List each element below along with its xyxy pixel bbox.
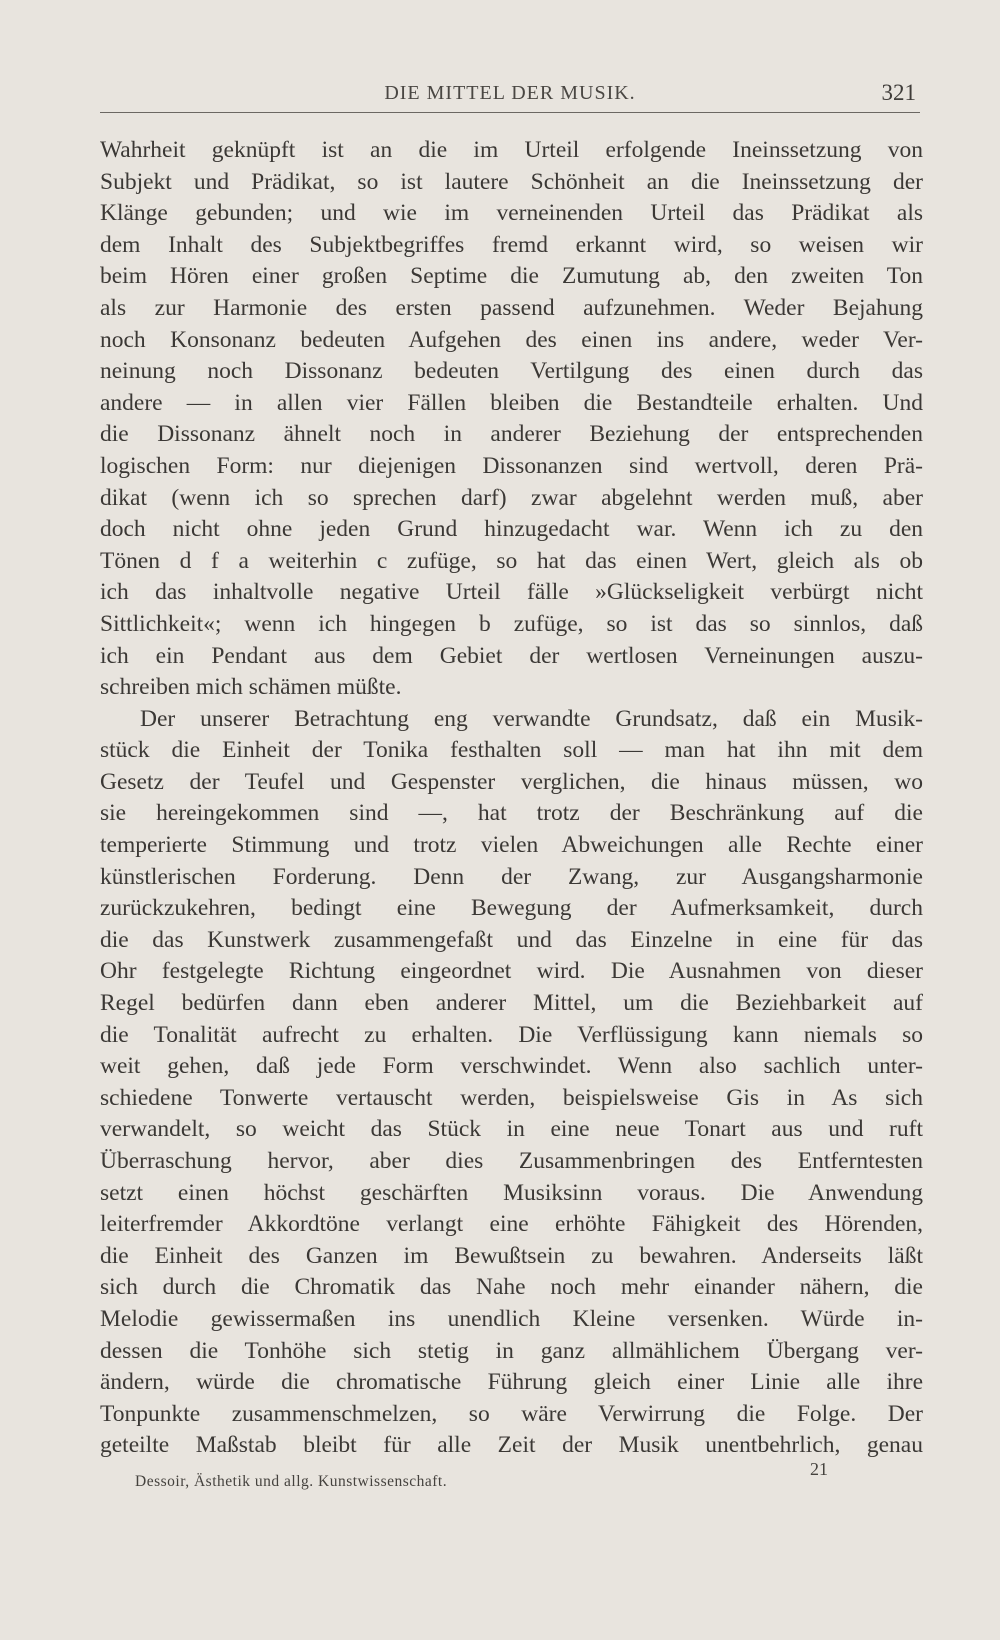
text-line: Tönen d f a weiterhin c zufüge, so hat das einen Wert, gleich als ob <box>100 547 923 574</box>
text-line: ich ein Pendant aus dem Gebiet der wertlosen Verneinungen auszu- <box>100 642 923 669</box>
text-line: weit gehen, daß jede Form verschwindet. Wenn also sachlich unter- <box>100 1053 923 1080</box>
text-line: logischen Form: nur diejenigen Dissonanzen sind wertvoll, deren Prä- <box>100 452 923 479</box>
text-line: als zur Harmonie des ersten passend aufzunehmen. Weder Bejahung <box>100 294 923 321</box>
printer-signature: 21 <box>810 1459 828 1479</box>
text-line: die Tonalität aufrecht zu erhalten. Die Verflüssigung kann niemals so <box>100 1021 923 1048</box>
text-line: zurückzukehren, bedingt eine Bewegung der Aufmerksamkeit, durch <box>100 895 923 922</box>
running-head <box>100 76 920 113</box>
text-line: sich durch die Chromatik das Nahe noch mehr einander nähern, die <box>100 1274 923 1301</box>
text-line: ändern, würde die chromatische Führung gleich einer Linie alle ihre <box>100 1369 923 1396</box>
footer-author-line: Dessoir, Ästhetik und allg. Kunstwissenschaft. <box>135 1473 448 1490</box>
text-line: dikat (wenn ich so sprechen darf) zwar abgelehnt werden muß, aber <box>100 484 923 511</box>
text-line: leiterfremder Akkordtöne verlangt eine erhöhte Fähigkeit des Hörenden, <box>100 1211 923 1238</box>
text-line: Wahrheit geknüpft ist an die im Urteil erfolgende Ineinssetzung von <box>100 137 923 163</box>
text-line: dem Inhalt des Subjektbegriffes fremd erkannt wird, so weisen wir <box>100 231 923 258</box>
text-line: setzt einen höchst geschärften Musiksinn voraus. Die Anwendung <box>100 1179 923 1206</box>
text-line: die das Kunstwerk zusammengefaßt und das Einzelne in eine für das <box>100 926 923 953</box>
text-line: beim Hören einer großen Septime die Zumutung ab, den zweiten Ton <box>100 263 923 290</box>
text-line: dessen die Tonhöhe sich stetig in ganz allmählichem Übergang ver- <box>100 1337 923 1364</box>
text-line: verwandelt, so weicht das Stück in eine neue Tonart aus und ruft <box>100 1116 923 1143</box>
text-line: Der unserer Betrachtung eng verwandte Grundsatz, daß ein Musik- <box>140 705 923 732</box>
text-line: doch nicht ohne jeden Grund hinzugedacht war. Wenn ich zu den <box>100 516 923 543</box>
text-line: Regel bedürfen dann eben anderer Mittel, um die Beziehbarkeit auf <box>100 990 923 1017</box>
body-text <box>100 135 923 1462</box>
page-footer <box>100 1459 923 1499</box>
text-line: Tonpunkte zusammenschmelzen, so wäre Verwirrung die Folge. Der <box>100 1400 923 1427</box>
text-line: Sittlichkeit«; wenn ich hingegen b zufüge, so ist das so sinnlos, daß <box>100 610 923 637</box>
page-number: 321 <box>881 80 916 105</box>
text-line: Klänge gebunden; und wie im verneinenden Urteil das Prädikat als <box>100 200 923 227</box>
text-line: temperierte Stimmung und trotz vielen Abweichungen alle Rechte einer <box>100 832 923 859</box>
text-line: die Dissonanz ähnelt noch in anderer Beziehung der entsprechenden <box>100 421 923 448</box>
text-line: Gesetz der Teufel und Gespenster verglichen, die hinaus müssen, wo <box>100 768 923 795</box>
text-line: Ohr festgelegte Richtung eingeordnet wird. Die Ausnahmen von dieser <box>100 958 923 985</box>
text-line: noch Konsonanz bedeuten Aufgehen des einen ins andere, weder Ver- <box>100 326 923 353</box>
text-line: geteilte Maßstab bleibt für alle Zeit der Musik unentbehrlich, genau <box>100 1432 923 1459</box>
text-line: stück die Einheit der Tonika festhalten soll — man hat ihn mit dem <box>100 737 923 764</box>
text-line: Überraschung hervor, aber dies Zusammenbringen des Entferntesten <box>100 1148 923 1174</box>
paragraph <box>100 135 923 704</box>
text-line: andere — in allen vier Fällen bleiben die Bestandteile erhalten. Und <box>100 389 923 416</box>
text-line: Subjekt und Prädikat, so ist lautere Schönheit an die Ineinssetzung der <box>100 168 923 195</box>
text-line: die Einheit des Ganzen im Bewußtsein zu bewahren. Anderseits läßt <box>100 1242 923 1269</box>
text-line: schiedene Tonwerte vertauscht werden, beispielsweise Gis in As sich <box>100 1084 923 1111</box>
paragraph <box>100 704 923 1462</box>
text-line: ich das inhaltvolle negative Urteil fälle »Glückseligkeit verbürgt nicht <box>100 579 923 606</box>
text-line: schreiben mich schämen müßte. <box>100 674 402 701</box>
text-line: Melodie gewissermaßen ins unendlich Kleine versenken. Würde in- <box>100 1305 923 1332</box>
text-line: neinung noch Dissonanz bedeuten Vertilgung des einen durch das <box>100 358 923 385</box>
text-line: sie hereingekommen sind —, hat trotz der Beschränkung auf die <box>100 800 923 827</box>
text-line: künstlerischen Forderung. Denn der Zwang, zur Ausgangsharmonie <box>100 863 923 890</box>
running-title: DIE MITTEL DER MUSIK. <box>384 82 636 104</box>
